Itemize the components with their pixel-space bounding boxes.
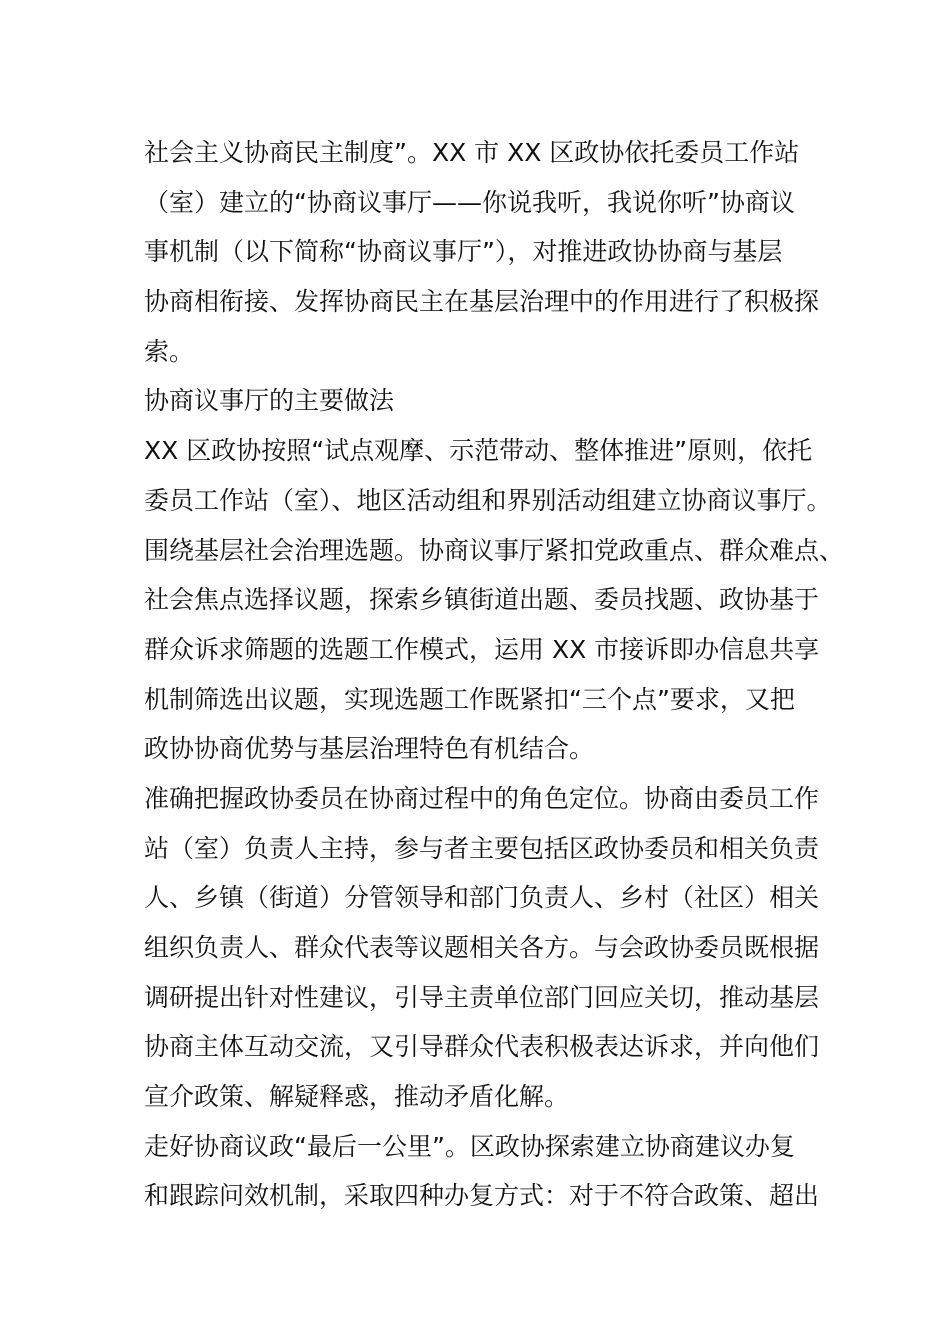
text-line: 政协协商优势与基层治理特色有机结合。 xyxy=(144,734,595,764)
text-line: 人、乡镇（街道）分管领导和部门负责人、乡村（社区）相关 xyxy=(144,883,820,913)
text-line: 索。 xyxy=(144,336,195,366)
text-line: 协商主体互动交流，又引导群众代表积极表达诉求，并向他们 xyxy=(144,1032,820,1062)
text-line: 调研提出针对性建议，引导主责单位部门回应关切，推动基层 xyxy=(144,982,820,1012)
text-line: 准确把握政协委员在协商过程中的角色定位。协商由委员工作 xyxy=(144,783,820,813)
text-line: 群众诉求筛题的选题工作模式，运用 XX 市接诉即办信息共享 xyxy=(144,634,820,664)
text-line: 机制筛选出议题，实现选题工作既紧扣“三个点”要求，又把 xyxy=(144,684,795,714)
text-line: 走好协商议政“最后一公里”。区政协探索建立协商建议办复 xyxy=(144,1131,795,1161)
text-line: 组织负责人、群众代表等议题相关各方。与会政协委员既根据 xyxy=(144,933,820,962)
text-line: 委员工作站（室）、地区活动组和界别活动组建立协商议事厅。 xyxy=(144,485,832,515)
text-line: （室）建立的“协商议事厅——你说我听，我说你听”协商议 xyxy=(144,187,795,217)
text-line: 社会焦点选择议题，探索乡镇街道出题、委员找题、政协基于 xyxy=(144,585,820,615)
text-line: 社会主义协商民主制度”。XX 市 XX 区政协依托委员工作站 xyxy=(144,138,800,167)
text-line: 协商相衔接、发挥协商民主在基层治理中的作用进行了积极探 xyxy=(144,287,820,317)
text-line: 事机制（以下简称“协商议事厅”），对推进政协协商与基层 xyxy=(144,237,783,267)
text-line: 和跟踪问效机制，采取四种办复方式：对于不符合政策、超出 xyxy=(144,1181,820,1211)
text-line: 围绕基层社会治理选题。协商议事厅紧扣党政重点、群众难点、 xyxy=(144,535,845,565)
text-line: 宣介政策、解疑释惑，推动矛盾化解。 xyxy=(144,1082,570,1112)
text-line: XX 区政协按照“试点观摩、示范带动、整体推进”原则，依托 xyxy=(144,436,813,466)
document-body xyxy=(144,128,845,1221)
text-line: 站（室）负责人主持，参与者主要包括区政协委员和相关负责 xyxy=(144,833,820,863)
section-heading: 协商议事厅的主要做法 xyxy=(144,386,395,416)
